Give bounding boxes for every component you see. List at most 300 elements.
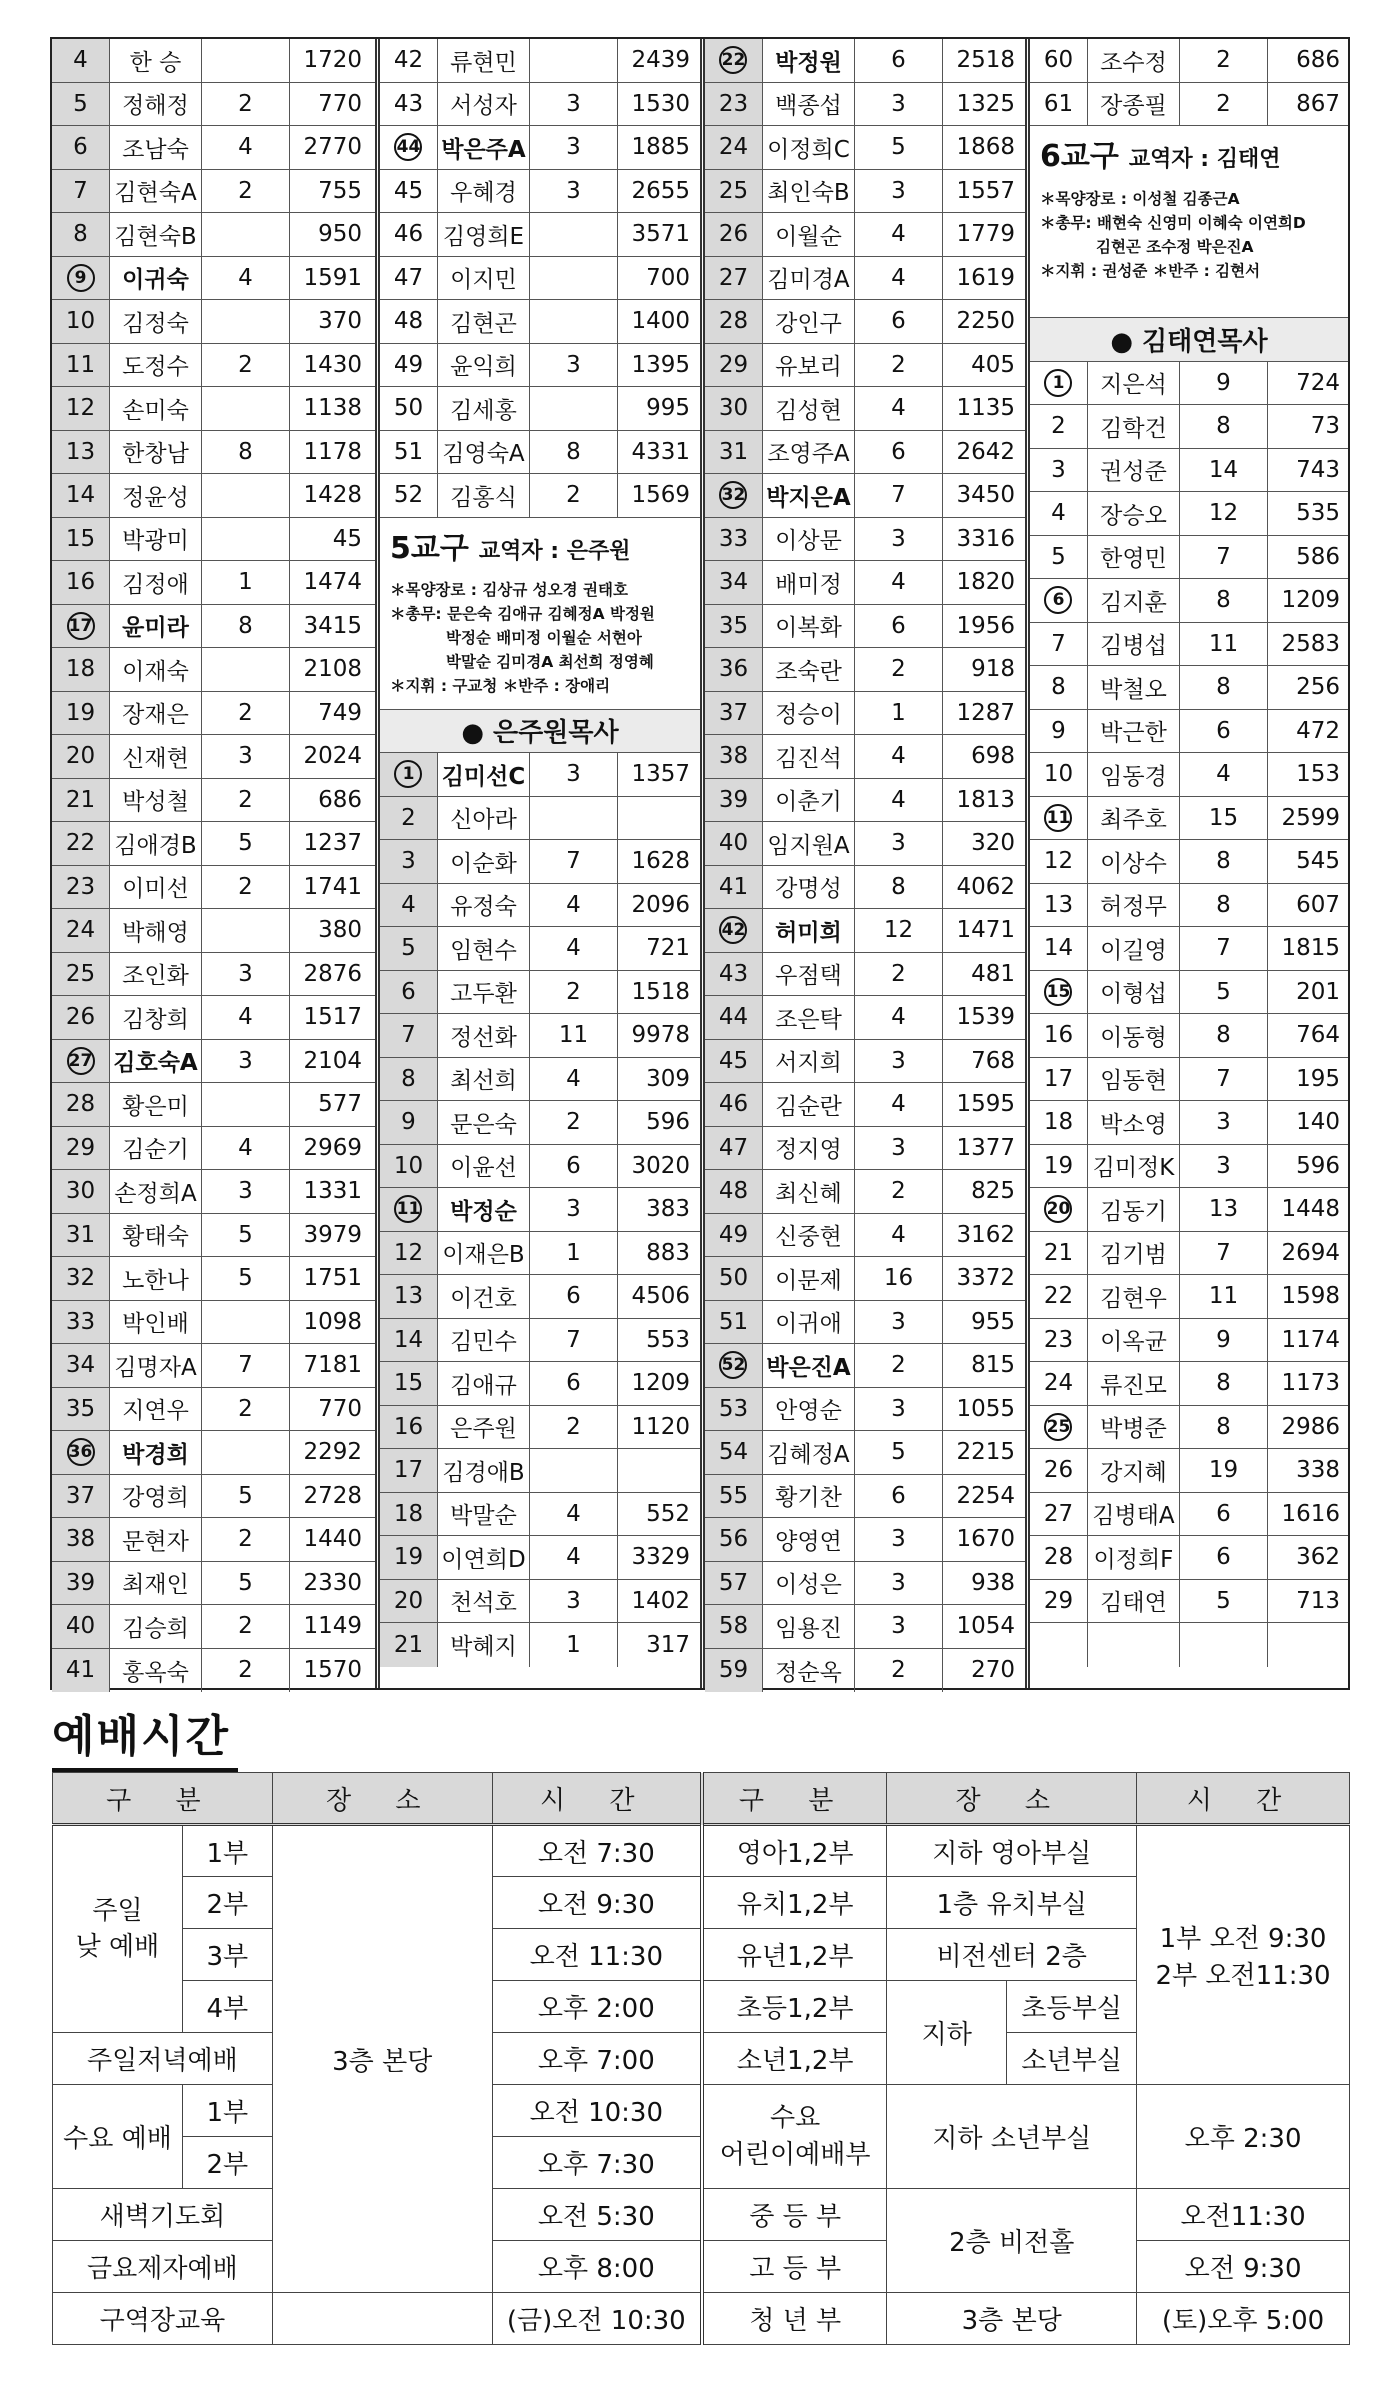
member-total: 472 — [1296, 717, 1340, 744]
member-name: 황기찬 — [763, 1475, 855, 1518]
member-count: 6 — [855, 431, 943, 474]
member-number: 2 — [380, 797, 438, 840]
district-title — [1040, 134, 1340, 181]
member-name: 김병섭 — [1088, 623, 1180, 666]
member-total: 995 — [646, 395, 690, 422]
member-total: 362 — [1296, 1544, 1340, 1571]
member-count — [530, 213, 618, 256]
pastor-heading: ● 김태연목사 — [1030, 318, 1348, 362]
member-total: 4062 — [956, 873, 1015, 900]
member-total: 867 — [1296, 90, 1340, 117]
member-number: 5 — [52, 83, 110, 126]
wednesday-service-label: 수요 예배 — [53, 2085, 183, 2189]
member-total: 1779 — [956, 221, 1015, 248]
table-row — [705, 1431, 1025, 1475]
member-total: 1539 — [956, 1004, 1015, 1031]
member-number: 10 — [380, 1145, 438, 1188]
member-count: 3 — [1180, 1145, 1268, 1188]
member-name: 박정순 — [438, 1188, 530, 1231]
time-cell: (금)오전 10:30 — [492, 2293, 702, 2345]
member-total: 553 — [646, 1326, 690, 1353]
member-total: 721 — [646, 935, 690, 962]
member-count: 8 — [1180, 840, 1268, 883]
member-count: 3 — [855, 83, 943, 126]
member-name: 노한나 — [110, 1257, 202, 1300]
member-total: 2655 — [631, 177, 690, 204]
member-count: 8 — [1180, 666, 1268, 709]
member-name: 이정희C — [763, 126, 855, 169]
member-number: 7 — [52, 170, 110, 213]
district-line-cont: 박정순 배미정 이월순 서현아 — [445, 629, 642, 648]
member-number: 46 — [380, 213, 438, 256]
member-name: 최신혜 — [763, 1170, 855, 1213]
member-number: 16 — [380, 1406, 438, 1449]
member-total: 2728 — [303, 1482, 362, 1509]
member-name: 허미희 — [763, 909, 855, 952]
roster-column-3 — [700, 39, 1025, 1688]
worship-schedule-table — [52, 1772, 1350, 2345]
member-total: 1598 — [1281, 1283, 1340, 1310]
member-total: 1448 — [1281, 1196, 1340, 1223]
table-row — [705, 1127, 1025, 1171]
table-row — [52, 170, 375, 214]
member-number: 27 — [705, 257, 763, 300]
member-total: 1569 — [631, 482, 690, 509]
table-row — [1030, 1580, 1348, 1624]
table-row — [1030, 710, 1348, 754]
member-number: 16 — [52, 561, 110, 604]
member-name: 박지은A — [763, 474, 855, 517]
member-number: 18 — [52, 648, 110, 691]
table-header-row — [53, 1773, 1350, 1825]
member-name: 김현우 — [1088, 1275, 1180, 1318]
member-number — [380, 1188, 438, 1231]
member-count — [202, 1431, 290, 1474]
table-row — [705, 213, 1025, 257]
member-count: 14 — [1180, 449, 1268, 492]
member-name: 박해영 — [110, 909, 202, 952]
member-number: 46 — [705, 1083, 763, 1126]
member-total: 3162 — [956, 1221, 1015, 1248]
member-number — [52, 1431, 110, 1474]
leader-education: 구역장교육 — [53, 2293, 273, 2345]
member-total: 309 — [646, 1065, 690, 1092]
member-total: 140 — [1296, 1109, 1340, 1136]
member-name: 이건호 — [438, 1275, 530, 1318]
member-name: 김정숙 — [110, 300, 202, 343]
member-count: 3 — [855, 1040, 943, 1083]
member-number: 51 — [705, 1301, 763, 1344]
table-row — [380, 170, 700, 214]
member-count: 5 — [202, 1562, 290, 1605]
member-name: 김미정K — [1088, 1145, 1180, 1188]
member-number: 31 — [705, 431, 763, 474]
member-number — [1030, 797, 1088, 840]
edu-time-2: 2부 오전11:30 — [1155, 1961, 1331, 1991]
table-row — [1030, 666, 1348, 710]
table-row — [1030, 971, 1348, 1015]
member-total: 3372 — [956, 1265, 1015, 1292]
member-total: 713 — [1296, 1587, 1340, 1614]
member-number: 21 — [380, 1623, 438, 1667]
edu-room: 소년부실 — [1007, 2033, 1137, 2085]
member-count: 2 — [855, 344, 943, 387]
member-total: 535 — [1296, 500, 1340, 527]
member-number — [52, 1040, 110, 1083]
wed-part: 2부 — [182, 2137, 272, 2189]
member-name: 김명자A — [110, 1344, 202, 1387]
member-total: 1885 — [631, 134, 690, 161]
member-number: 8 — [52, 213, 110, 256]
member-total: 2969 — [303, 1134, 362, 1161]
member-number: 56 — [705, 1518, 763, 1561]
member-name: 문현자 — [110, 1518, 202, 1561]
table-row — [1030, 1188, 1348, 1232]
member-name: 김태연 — [1088, 1580, 1180, 1623]
table-row — [52, 344, 375, 388]
member-number — [705, 474, 763, 517]
table-row — [705, 431, 1025, 475]
member-total: 380 — [318, 917, 362, 944]
member-name: 도정수 — [110, 344, 202, 387]
member-total: 4331 — [631, 438, 690, 465]
member-total: 770 — [318, 90, 362, 117]
time-cell: 오전 10:30 — [492, 2085, 702, 2137]
member-total: 596 — [646, 1109, 690, 1136]
member-count: 5 — [202, 1214, 290, 1257]
member-name: 최선희 — [438, 1058, 530, 1101]
table-row — [705, 1475, 1025, 1519]
circled-number: 1 — [1044, 369, 1072, 397]
member-count: 11 — [530, 1014, 618, 1057]
member-name: 류진모 — [1088, 1362, 1180, 1405]
table-row — [52, 126, 375, 170]
member-total: 405 — [971, 351, 1015, 378]
member-count: 6 — [530, 1145, 618, 1188]
member-number: 50 — [705, 1257, 763, 1300]
member-total: 1474 — [303, 569, 362, 596]
member-total — [618, 797, 696, 840]
member-number: 60 — [1030, 39, 1088, 82]
table-row — [52, 605, 375, 649]
member-name: 최주호 — [1088, 797, 1180, 840]
member-total: 481 — [971, 960, 1015, 987]
member-count: 4 — [855, 257, 943, 300]
member-name: 김정애 — [110, 561, 202, 604]
member-total: 2104 — [303, 1047, 362, 1074]
time-cell: 오전 5:30 — [492, 2189, 702, 2241]
member-count: 2 — [530, 971, 618, 1014]
table-row — [52, 953, 375, 997]
member-number: 23 — [705, 83, 763, 126]
table-row — [380, 1536, 700, 1580]
member-count: 4 — [1180, 753, 1268, 796]
member-count: 3 — [855, 1518, 943, 1561]
member-name: 조영주A — [763, 431, 855, 474]
member-count: 2 — [202, 779, 290, 822]
member-number: 34 — [52, 1344, 110, 1387]
member-count: 3 — [202, 1040, 290, 1083]
member-count: 2 — [202, 866, 290, 909]
member-name: 임용진 — [763, 1605, 855, 1648]
member-name: 김혜정A — [763, 1431, 855, 1474]
youth-place: 3층 본당 — [887, 2293, 1137, 2345]
member-number: 50 — [380, 387, 438, 430]
time-cell: 오전 9:30 — [492, 1877, 702, 1929]
member-count — [202, 909, 290, 952]
district-line: ＊목양장로 : 김상규 성오경 권태호 — [389, 581, 628, 599]
member-name: 김영숙A — [438, 431, 530, 474]
table-row — [1030, 1449, 1348, 1493]
table-row — [52, 1257, 375, 1301]
member-count — [202, 474, 290, 517]
member-number — [1030, 362, 1088, 405]
member-count: 6 — [530, 1275, 618, 1318]
time-cell: 오후 7:00 — [492, 2033, 702, 2085]
member-count: 2 — [855, 1344, 943, 1387]
table-row — [1030, 1058, 1348, 1102]
member-number: 4 — [1030, 492, 1088, 535]
member-count: 12 — [855, 909, 943, 952]
member-number: 45 — [380, 170, 438, 213]
member-total: 201 — [1296, 978, 1340, 1005]
edu-dept: 유년1,2부 — [702, 1929, 887, 1981]
member-total: 1377 — [956, 1134, 1015, 1161]
member-name: 고두환 — [438, 971, 530, 1014]
member-total: 950 — [318, 221, 362, 248]
edu-dept: 영아1,2부 — [702, 1825, 887, 1877]
member-number: 10 — [1030, 753, 1088, 796]
member-number: 21 — [52, 779, 110, 822]
member-name: 이재은B — [438, 1232, 530, 1275]
member-number: 4 — [52, 39, 110, 82]
table-row — [380, 1580, 700, 1624]
dawn-prayer: 새벽기도회 — [53, 2189, 273, 2241]
member-total: 2599 — [1281, 804, 1340, 831]
circled-number: 42 — [719, 916, 747, 944]
member-total: 755 — [318, 177, 362, 204]
member-count: 3 — [855, 1605, 943, 1648]
district-title — [390, 526, 692, 573]
member-number — [705, 909, 763, 952]
circled-number: 6 — [1044, 586, 1072, 614]
table-row — [52, 909, 375, 953]
member-count: 2 — [202, 1605, 290, 1648]
circled-number: 36 — [67, 1438, 95, 1466]
member-count: 4 — [530, 884, 618, 927]
member-name: 손정희A — [110, 1170, 202, 1213]
table-row — [1030, 449, 1348, 493]
member-total: 1120 — [631, 1413, 690, 1440]
time-cell: 오전 11:30 — [492, 1929, 702, 1981]
sunday-service-label: 주일 낮 예배 — [53, 1825, 183, 2033]
member-number: 24 — [705, 126, 763, 169]
member-name: 윤익희 — [438, 344, 530, 387]
member-total: 1815 — [1281, 935, 1340, 962]
member-count: 2 — [1180, 83, 1268, 126]
member-name: 홍옥숙 — [110, 1649, 202, 1693]
member-number: 14 — [380, 1319, 438, 1362]
member-total: 2096 — [631, 891, 690, 918]
member-total: 1135 — [956, 395, 1015, 422]
member-total: 1868 — [956, 134, 1015, 161]
member-total: 1517 — [303, 1004, 362, 1031]
table-row — [1030, 1014, 1348, 1058]
district-number: 6교구 — [1039, 139, 1119, 174]
member-name: 박인배 — [110, 1301, 202, 1344]
table-row — [380, 1058, 700, 1102]
member-name: 조숙란 — [763, 648, 855, 691]
member-total: 2108 — [303, 656, 362, 683]
member-number: 6 — [52, 126, 110, 169]
member-number: 43 — [380, 83, 438, 126]
member-count: 4 — [202, 257, 290, 300]
member-count — [202, 213, 290, 256]
member-name: 김기범 — [1088, 1232, 1180, 1275]
member-name: 이동형 — [1088, 1014, 1180, 1057]
member-total: 586 — [1296, 543, 1340, 570]
member-total: 1820 — [956, 569, 1015, 596]
member-total: 1557 — [956, 177, 1015, 204]
table-row — [705, 735, 1025, 779]
member-total: 1054 — [956, 1613, 1015, 1640]
member-number — [1030, 1406, 1088, 1449]
table-row — [52, 474, 375, 518]
member-count: 3 — [855, 1388, 943, 1431]
table-row — [1030, 753, 1348, 797]
member-total: 1741 — [303, 873, 362, 900]
member-total: 883 — [646, 1239, 690, 1266]
table-row — [705, 257, 1025, 301]
member-count: 4 — [530, 1536, 618, 1579]
table-row — [705, 1301, 1025, 1345]
member-total: 698 — [971, 743, 1015, 770]
member-count — [1180, 1623, 1268, 1667]
member-name: 이복화 — [763, 605, 855, 648]
member-name: 조수정 — [1088, 39, 1180, 82]
table-row — [705, 39, 1025, 83]
member-name: 정해정 — [110, 83, 202, 126]
district-minister: 교역자 : 은주원 — [478, 538, 631, 564]
middle-time: 오전11:30 — [1137, 2189, 1350, 2241]
member-count: 3 — [855, 1127, 943, 1170]
table-row — [380, 1101, 700, 1145]
member-name: 이재숙 — [110, 648, 202, 691]
member-number: 54 — [705, 1431, 763, 1474]
table-row — [1030, 1406, 1348, 1450]
circled-number: 11 — [1044, 804, 1072, 832]
member-name: 박혜지 — [438, 1623, 530, 1667]
member-number: 16 — [1030, 1014, 1088, 1057]
member-name: 김홍식 — [438, 474, 530, 517]
table-row — [1030, 1145, 1348, 1189]
member-number: 51 — [380, 431, 438, 474]
table-row — [52, 561, 375, 605]
member-count: 4 — [855, 561, 943, 604]
member-number: 38 — [705, 735, 763, 778]
member-number: 17 — [380, 1449, 438, 1492]
member-number: 30 — [52, 1170, 110, 1213]
member-number: 39 — [52, 1562, 110, 1605]
member-total: 2439 — [631, 47, 690, 74]
member-number: 22 — [52, 822, 110, 865]
member-total: 1395 — [631, 351, 690, 378]
member-count: 19 — [1180, 1449, 1268, 1492]
member-number: 19 — [380, 1536, 438, 1579]
member-count: 8 — [1180, 1406, 1268, 1449]
member-count: 1 — [530, 1623, 618, 1667]
member-name: 김현숙B — [110, 213, 202, 256]
member-name: 문은숙 — [438, 1101, 530, 1144]
member-name: 이문제 — [763, 1257, 855, 1300]
member-count: 7 — [202, 1344, 290, 1387]
member-name: 강인구 — [763, 300, 855, 343]
table-row — [380, 884, 700, 928]
member-number: 6 — [380, 971, 438, 1014]
table-row — [705, 1649, 1025, 1693]
member-count: 6 — [855, 39, 943, 82]
member-total: 320 — [971, 830, 1015, 857]
table-row — [52, 257, 375, 301]
member-name: 김지훈 — [1088, 579, 1180, 622]
table-row — [52, 39, 375, 83]
member-count: 1 — [855, 692, 943, 735]
table-row — [52, 735, 375, 779]
member-count: 3 — [530, 126, 618, 169]
edu-place: 1층 유치부실 — [887, 1877, 1137, 1929]
vision-hall: 2층 비전홀 — [887, 2189, 1137, 2293]
member-total: 383 — [646, 1196, 690, 1223]
member-total: 607 — [1296, 891, 1340, 918]
member-number: 18 — [1030, 1101, 1088, 1144]
member-name: 한창남 — [110, 431, 202, 474]
member-name: 신중현 — [763, 1214, 855, 1257]
member-name: 류현민 — [438, 39, 530, 82]
member-name: 박은진A — [763, 1344, 855, 1387]
district-line: ＊지휘 : 권성준 ＊반주 : 김현서 — [1039, 261, 1261, 280]
worship-title: 예배시간 — [52, 1700, 230, 1764]
member-total: 1595 — [956, 1091, 1015, 1118]
member-count: 3 — [530, 344, 618, 387]
member-count: 7 — [530, 1319, 618, 1362]
edu-dept: 초등1,2부 — [702, 1981, 887, 2033]
table-row — [705, 518, 1025, 562]
member-number — [52, 257, 110, 300]
member-total: 2642 — [956, 438, 1015, 465]
member-name: 김순기 — [110, 1127, 202, 1170]
member-total: 1178 — [303, 438, 362, 465]
header-category: 구 분 — [53, 1773, 273, 1825]
member-count: 2 — [855, 1649, 943, 1693]
high-time: 오전 9:30 — [1137, 2241, 1350, 2293]
member-name: 윤미라 — [110, 605, 202, 648]
circled-number: 9 — [67, 264, 95, 292]
pastor-heading: ● 은주원목사 — [380, 710, 700, 754]
member-count: 15 — [1180, 797, 1268, 840]
member-count: 2 — [202, 170, 290, 213]
member-total: 1237 — [303, 830, 362, 857]
wed-part: 1부 — [182, 2085, 272, 2137]
table-row — [705, 953, 1025, 997]
member-total: 4506 — [631, 1283, 690, 1310]
member-name: 김미선C — [438, 753, 530, 796]
table-row — [380, 1188, 700, 1232]
circled-number: 32 — [719, 481, 747, 509]
member-number — [1030, 1188, 1088, 1231]
table-row — [1030, 840, 1348, 884]
district-line: ＊총무: 배현숙 신영미 이혜숙 이연희D — [1039, 213, 1306, 232]
table-row — [1030, 884, 1348, 928]
